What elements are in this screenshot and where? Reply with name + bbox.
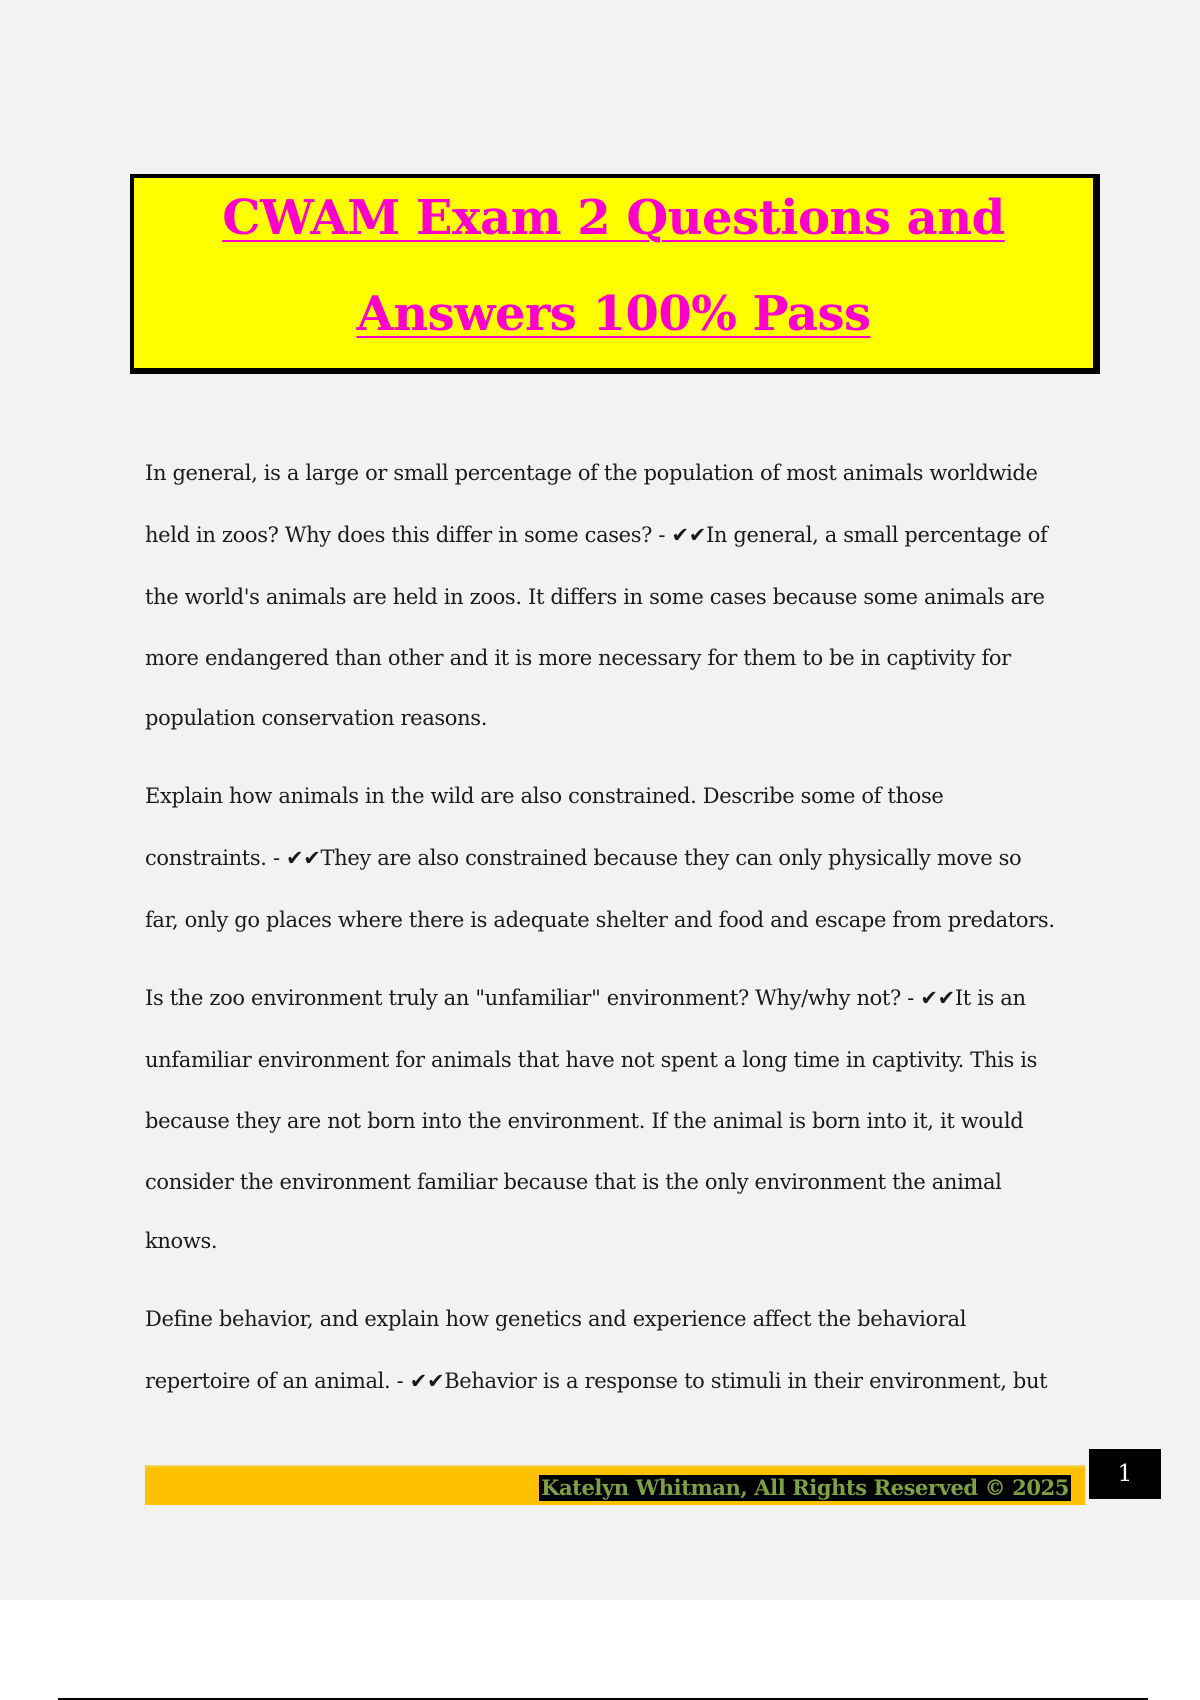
text-line: population conservation reasons. (145, 706, 488, 730)
page-number: 1 (1089, 1449, 1161, 1499)
text-line: In general, is a large or small percentage of the population of most animals worldwide (145, 461, 1038, 485)
text-line: Explain how animals in the wild are also constrained. Describe some of those (145, 784, 944, 808)
text-line: repertoire of an animal. - ✔✔Behavior is a response to stimuli in their environment, but (145, 1369, 1048, 1393)
text-line: consider the environment familiar because that is the only environment the animal (145, 1170, 1002, 1194)
text-line: because they are not born into the environment. If the animal is born into it, it would (145, 1109, 1024, 1133)
text-line: far, only go places where there is adequate shelter and food and escape from predators. (145, 908, 1055, 932)
title-banner (130, 174, 1100, 374)
text-line: unfamiliar environment for animals that have not spent a long time in captivity. This is (145, 1048, 1038, 1072)
text-line: Define behavior, and explain how genetics and experience affect the behavioral (145, 1307, 967, 1331)
text-line: knows. (145, 1229, 218, 1253)
title-line-1: CWAM Exam 2 Questions and (222, 190, 1005, 246)
footer-bar (145, 1465, 1085, 1505)
title-line-2: Answers 100% Pass (356, 286, 871, 342)
text-line: Is the zoo environment truly an "unfamiliar" environment? Why/why not? - ✔✔It is an (145, 986, 1026, 1010)
text-line: constraints. - ✔✔They are also constrained because they can only physically move so (145, 846, 1022, 870)
text-line: the world's animals are held in zoos. It differs in some cases because some animals are (145, 585, 1045, 609)
text-line: more endangered than other and it is more necessary for them to be in captivity for (145, 646, 1011, 670)
text-line: held in zoos? Why does this differ in some cases? - ✔✔In general, a small percentage of (145, 523, 1048, 547)
copyright-notice: Katelyn Whitman, All Rights Reserved © 2025 (541, 1475, 1069, 1500)
